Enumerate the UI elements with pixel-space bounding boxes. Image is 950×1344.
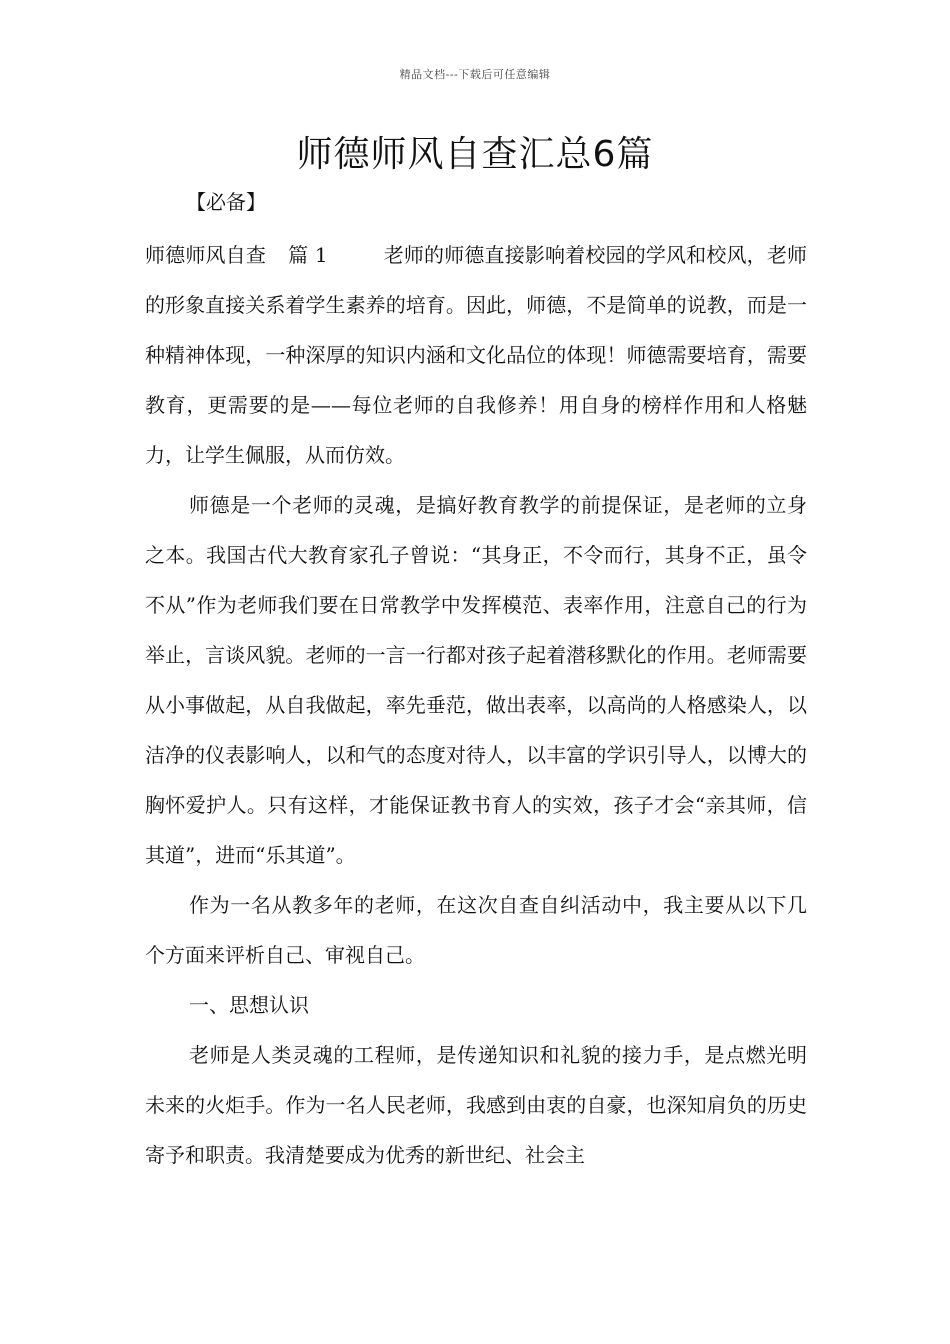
paragraph-3: 作为一名从教多年的老师，在这次自查自纠活动中，我主要从以下几个方面来评析自己、审视自己。 xyxy=(145,893,807,967)
document-title: 师德师风自查汇总6篇 xyxy=(296,134,654,175)
document-body xyxy=(145,230,807,1180)
paragraph-1 xyxy=(145,230,807,480)
document-tag: 【必备】 xyxy=(186,190,266,214)
paragraph-1-lead xyxy=(145,243,767,267)
section-heading-1: 一、思想认识 xyxy=(189,993,309,1017)
section-number: 篇 1 xyxy=(287,243,328,267)
section-label: 师德师风自查 xyxy=(145,243,266,267)
paragraph-1-lead-text: 老师的师德直接影响着校园的学风和校风， xyxy=(383,243,767,267)
page-header: 精品文档---下载后可任意编辑 xyxy=(399,68,551,81)
paragraph-4: 老师是人类灵魂的工程师，是传递知识和礼貌的接力手，是点燃光明未来的火炬手。作为一名人民老师，我感到由衷的自豪，也深知肩负的历史寄予和职责。我清楚要成为优秀的新世纪、社会主 xyxy=(145,1043,807,1167)
paragraph-2: 师德是一个老师的灵魂，是搞好教育教学的前提保证，是老师的立身之本。我国古代大教育家孔子曾说：“其身正，不令而行，其身不正，虽令不从”作为老师我们要在日常教学中发挥模范、表率作用，注意自己的行为举止，言谈风貌。老师的一言一行都对孩子起着潜移默化的作用。老师需要从小事做起，从自我做起，率先垂范，做出表率，以高尚的人格感染人，以洁净的仪表影响人，以和气的态度对待人，以丰富的学识引导人，以博大的胸怀爱护人。只有这样，才能保证教书育人的实效，孩子才会“亲其师，信其道”，进而“乐其道”。 xyxy=(145,493,807,867)
paragraph-1-text: 老师的形象直接关系着学生素养的培育。因此，师德，不是简单的说教，而是一种精神体现，一种深厚的知识内涵和文化品位的体现！师德需要培育，需要教育，更需要的是——每位老师的自我修养！用自身的榜样作用和人格魅力，让学生佩服，从而仿效。 xyxy=(145,243,808,467)
